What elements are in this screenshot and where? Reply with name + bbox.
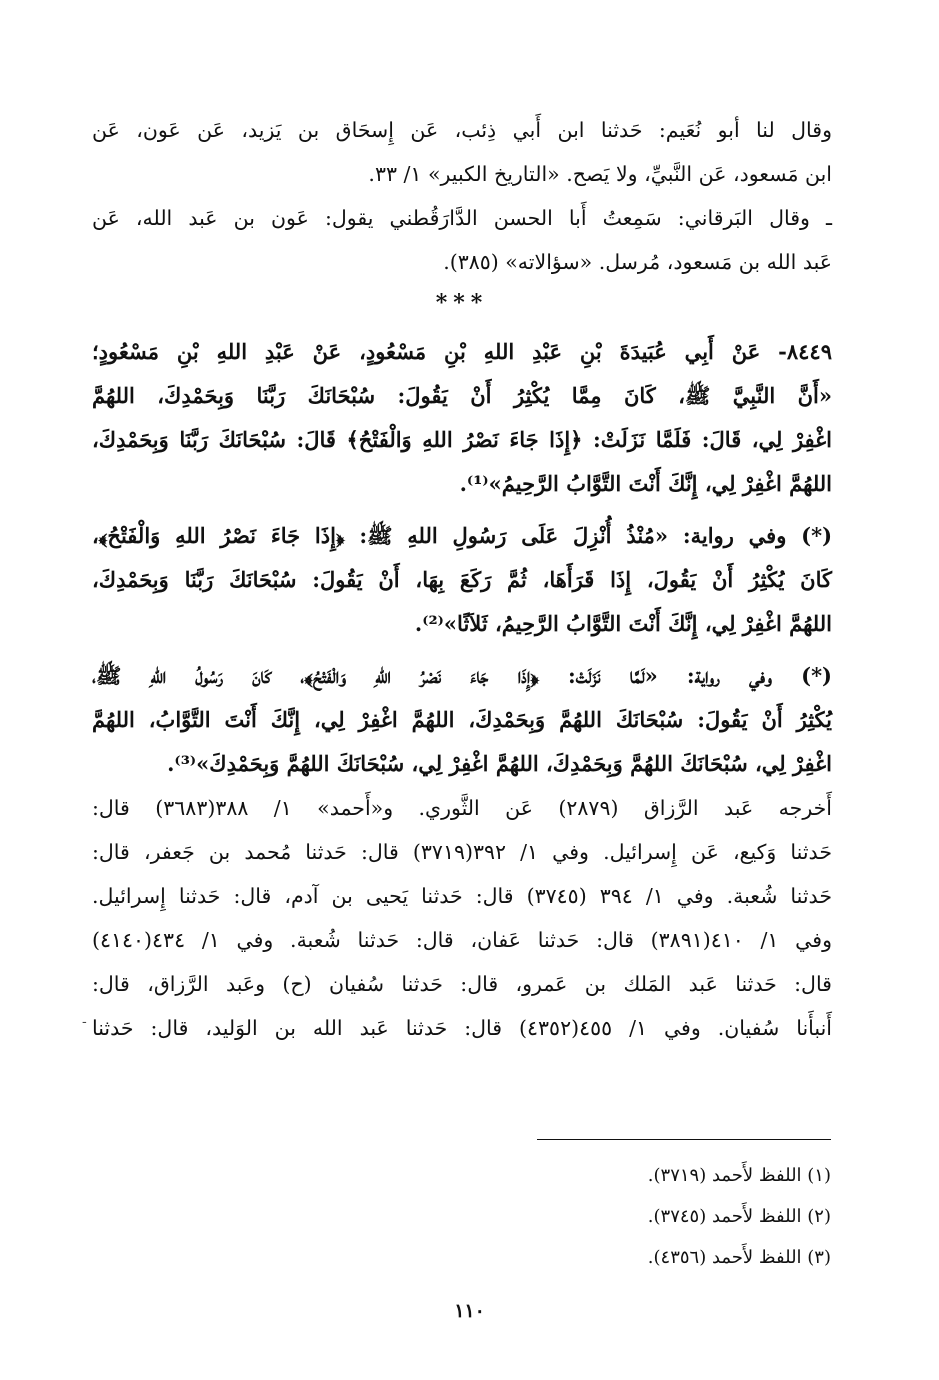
text-line: ابن مَسعود، عَن النَّبيِّ، ولا يَصح. «التاريخ الكبير» ١/ ٣٣. — [368, 162, 832, 186]
footnote-2: (٢) اللفظ لأَحمد (٣٧٤٥). — [647, 1206, 831, 1227]
riwaya-first — [92, 514, 832, 646]
takhrij-line: وفي ١/ ٤١٠(٣٨٩١) قال: حَدثنا عَفان، قال: حَدثنا شُعبة. وفي ١/ ٤٣٤(٤١٤٠) — [92, 928, 832, 952]
footnote-3: (٣) اللفظ لأَحمد (٤٣٥٦). — [647, 1247, 831, 1268]
takhrij-line: أَنبأَنا سُفيان. وفي ١/ ٤٥٥(٤٣٥٢) قال: حَدثنا عَبد الله بن الوَليد، قال: حَدثنا — [92, 1016, 833, 1040]
riwaya-line: (*) وفي رواية: «لَمَّا نَزَلَتْ: ﴿إِذَا جَاءَ نَصْرُ اللهِ وَالْفَتْحُ﴾، كَانَ رَسُولُ اللهِ ﷺ، — [92, 663, 832, 688]
section-separator: *** — [435, 290, 489, 316]
page-body — [92, 108, 832, 1050]
text-line: ـ وقال البَرقاني: سَمِعتُ أَبا الحسن الدَّارَقُطني يقول: عَون بن عَبد الله، عَن — [92, 206, 832, 230]
paragraph-tarikh-kabir — [92, 108, 832, 196]
footnotes — [331, 1155, 831, 1278]
riwaya-line: كَانَ يُكْثِرُ أَنْ يَقُولَ، إِذَا قَرَأَهَا، ثُمَّ رَكَعَ بِهَا، أَنْ يَقُولَ: سُبْحَانَكَ رَبَّنَا وَبِحَمْدِكَ، — [92, 567, 832, 592]
hadith-line: اللهُمَّ اغْفِرْ لِي، إِنَّكَ أَنْتَ التَّوَّابُ الرَّحِيمُ»⁽¹⁾. — [459, 471, 832, 496]
riwaya-line: اغْفِرْ لِي، سُبْحَانَكَ اللهُمَّ وَبِحَمْدِكَ، اللهُمَّ اغْفِرْ لِي، سُبْحَانَكَ اللهُمَّ وَبِحَمْدِكَ»⁽³⁾. — [167, 751, 832, 776]
riwaya-line: اللهُمَّ اغْفِرْ لِي، إِنَّكَ أَنْتَ التَّوَّابُ الرَّحِيمُ، ثَلاَثًا»⁽²⁾. — [414, 611, 832, 636]
hadith-line: «أَنَّ النَّبِيَّ ﷺ، كَانَ مِمَّا يُكْثِرُ أَنْ يَقُولَ: سُبْحَانَكَ رَبَّنَا وَبِحَمْدِكَ، اللهُمَّ — [92, 383, 832, 408]
riwaya-line: يُكْثِرُ أَنْ يَقُولَ: سُبْحَانَكَ اللهُمَّ وَبِحَمْدِكَ، اللهُمَّ اغْفِرْ لِي، إِنَّكَ أَنْتَ التَّوَّابُ، اللهُمَّ — [92, 707, 832, 732]
takhrij-line: قال: حَدثنا عَبد المَلك بن عَمرو، قال: حَدثنا سُفيان (ح) وعَبد الرَّزاق، قال: — [92, 972, 832, 996]
page-number: ١١٠ — [454, 1300, 485, 1322]
hadith-8449 — [92, 330, 832, 506]
footnote-divider — [537, 1139, 831, 1140]
margin-mark: - — [82, 1014, 87, 1030]
text-line: عَبد الله بن مَسعود، مُرسل. «سؤالاته» (٣٨٥). — [443, 250, 832, 274]
takhrij-line: أَخرجه عَبد الرَّزاق (٢٨٧٩) عَن الثَّوري. و«أَحمد» ١/ ٣٨٨(٣٦٨٣) قال: — [92, 796, 832, 820]
paragraph-barqani — [92, 196, 832, 284]
text-line: وقال لنا أبو نُعَيم: حَدثنا ابن أَبي ذِئب، عَن إِسحَاق بن يَزيد، عَن عَون، عَن — [92, 118, 832, 142]
takhrij-line: حَدثنا شُعبة. وفي ١/ ٣٩٤ (٣٧٤٥) قال: حَدثنا يَحيى بن آدم، قال: حَدثنا إِسرائيل. — [92, 884, 832, 908]
takhrij-line: حَدثنا وَكيع، عَن إِسرائيل. وفي ١/ ٣٩٢(٣٧١٩) قال: حَدثنا مُحمد بن جَعفر، قال: — [92, 840, 832, 864]
hadith-line: ٨٤٤٩- عَنْ أَبِي عُبَيدَةَ بْنِ عَبْدِ اللهِ بْنِ مَسْعُودٍ، عَنْ عَبْدِ اللهِ بْنِ مَسْعُودٍ؛ — [92, 339, 832, 364]
takhrij-paragraph — [92, 786, 832, 1050]
footnote-1: (١) اللفظ لأَحمد (٣٧١٩). — [647, 1165, 831, 1186]
riwaya-line: (*) وفي رواية: «مُنْذُ أُنْزِلَ عَلَى رَسُولِ اللهِ ﷺ: ﴿إِذَا جَاءَ نَصْرُ اللهِ وَالْفَتْحُ﴾، — [92, 523, 832, 548]
riwaya-second — [92, 654, 832, 786]
hadith-line: اغْفِرْ لِي، قَالَ: فَلَمَّا نَزَلَتْ: ﴿إِذَا جَاءَ نَصْرُ اللهِ وَالْفَتْحُ﴾ قَالَ: سُبْحَانَكَ رَبَّنَا وَبِحَمْدِكَ، — [92, 427, 832, 452]
